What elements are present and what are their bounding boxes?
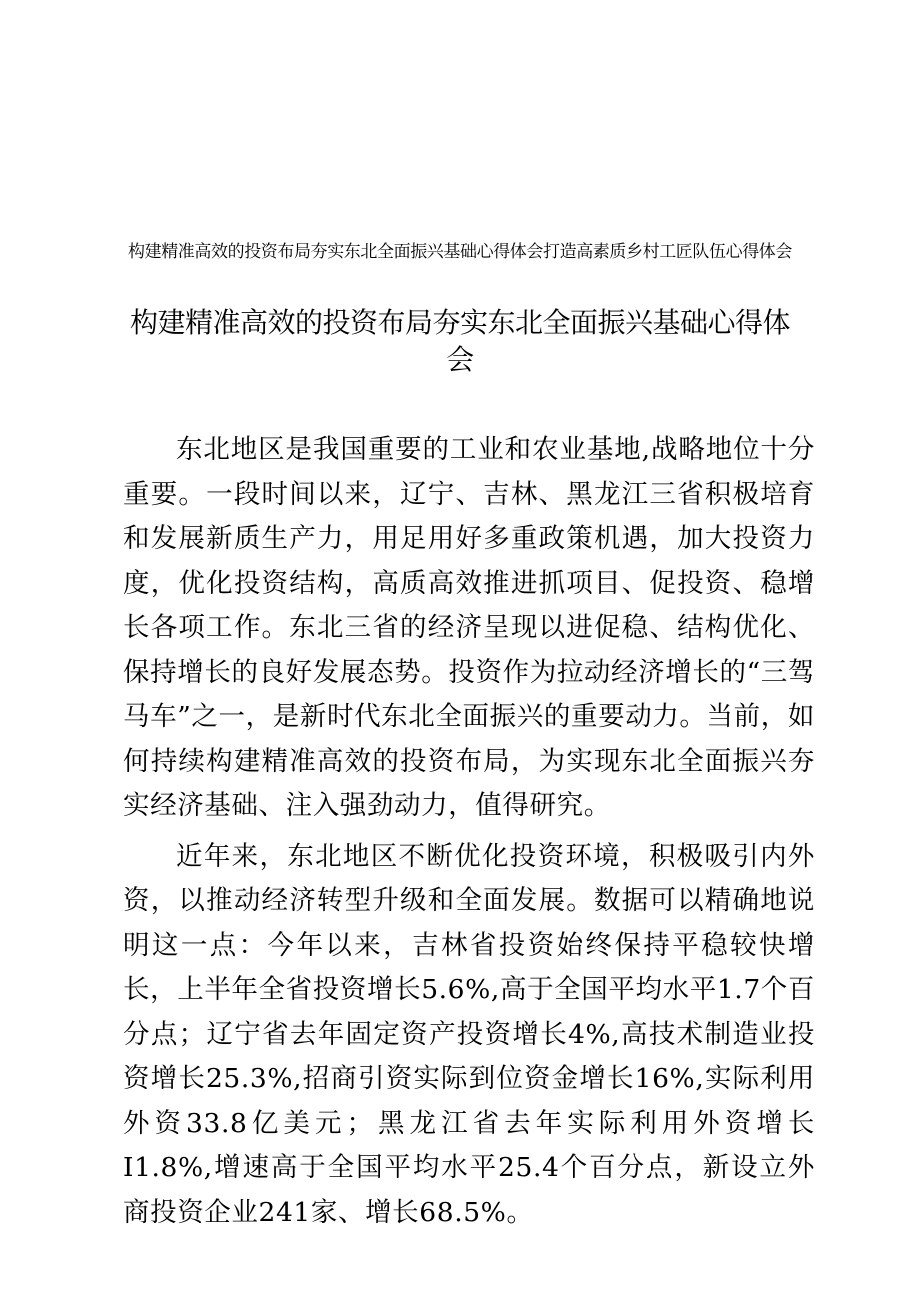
paragraph: 东北地区是我国重要的工业和农业基地,战略地位十分重要。一段时间以来，辽宁、吉林、黑龙江三省积极培育和发展新质生产力，用足用好多重政策机遇，加大投资力度，优化投资结构，高质高效推进抓项目、促投资、稳增长各项工作。东北三省的经济呈现以进促稳、结构优化、保持增长的良好发展态势。投资作为拉动经济增长的“三驾马车”之一，是新时代东北全面振兴的重要动力。当前，如何持续构建精准高效的投资布局，为实现东北全面振兴夯实经济基础、注入强劲动力，值得研究。 [123,434,815,821]
document-title: 构建精准高效的投资布局夯实东北全面振兴基础心得体会 [129,306,790,376]
document-body [123,428,815,1241]
document-header: 构建精准高效的投资布局夯实东北全面振兴基础心得体会打造高素质乡村工匠队伍心得体会 [128,242,792,262]
paragraph: 近年来，东北地区不断优化投资环境，积极吸引内外资，以推动经济转型升级和全面发展。数据可以精确地说明这一点：今年以来，吉林省投资始终保持平稳较快增长，上半年全省投资增长5.6%,高于全国平均水平1.7个百分点；辽宁省去年固定资产投资增长4%,高技术制造业投资增长25.3%,招商引资实际到位资金增长16%,实际利用外资33.8亿美元；黑龙江省去年实际利用外资增长I1.8%,增速高于全国平均水平25.4个百分点，新设立外商投资企业241家、增长68.5%。 [123,840,815,1228]
